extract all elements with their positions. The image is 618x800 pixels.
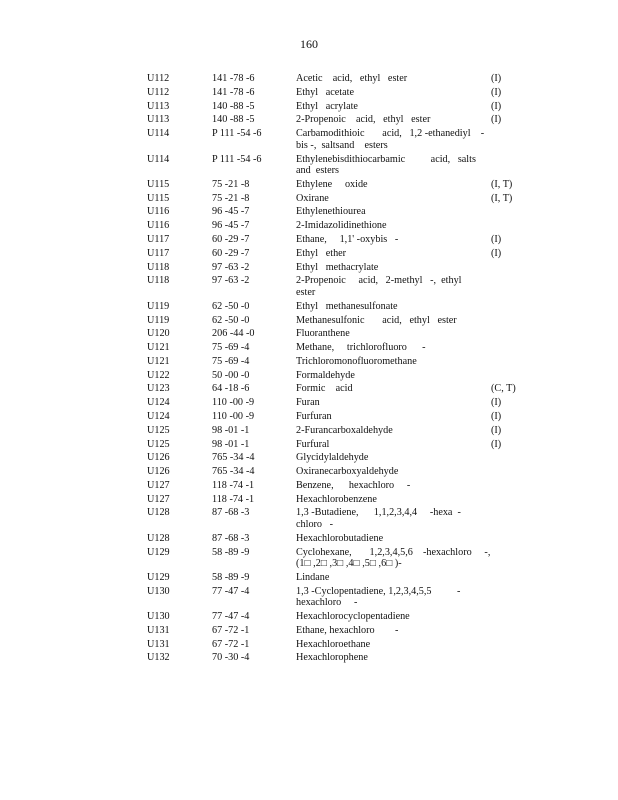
hazard-code-cell: (I) bbox=[491, 438, 502, 450]
cas-number-cell: 110 -00 -9 bbox=[212, 410, 255, 422]
hazard-code-cell bbox=[491, 611, 537, 623]
table-row bbox=[147, 452, 537, 464]
cas-number-cell: 58 -89 -9 bbox=[212, 571, 250, 583]
cas-number-cell: 60 -29 -7 bbox=[212, 234, 250, 245]
waste-code-cell: U127 bbox=[147, 479, 170, 491]
substance-name-line: Methane, trichlorofluoro - bbox=[296, 342, 426, 354]
substance-name-cell bbox=[296, 480, 491, 492]
substance-name-line: Carbamodithioic acid, 1,2 -ethanediyl - bbox=[296, 128, 485, 140]
table-row bbox=[147, 262, 537, 274]
hazard-code-cell: (I) bbox=[491, 114, 502, 126]
waste-code-cell: U119 bbox=[147, 314, 170, 326]
hazard-code-cell: (I) bbox=[491, 100, 502, 112]
cas-number-cell: 60 -29 -7 bbox=[212, 247, 250, 259]
substance-name-line: Formic acid bbox=[296, 383, 353, 395]
substance-name-cell bbox=[296, 128, 491, 151]
substance-name-cell bbox=[296, 452, 491, 464]
substance-name-cell bbox=[296, 73, 491, 85]
table-row bbox=[147, 533, 537, 545]
substance-name-cell bbox=[296, 533, 491, 545]
waste-code-cell: U118 bbox=[147, 261, 170, 273]
hazard-code-cell: (I) bbox=[491, 234, 502, 245]
table-row bbox=[147, 466, 537, 478]
hazard-code-cell bbox=[491, 342, 537, 354]
substance-name-cell bbox=[296, 466, 491, 478]
waste-code-cell: U119 bbox=[147, 300, 170, 312]
substance-name-continuation: (1□ ,2□ ,3□ ,4□ ,5□ ,6□ )- bbox=[296, 558, 402, 570]
hazard-code-cell bbox=[491, 586, 537, 609]
substance-name-line: Ethyl acetate bbox=[296, 86, 354, 98]
substance-name-line: Ethyl acrylate bbox=[296, 100, 358, 112]
substance-name-continuation: bis -, saltsand esters bbox=[296, 139, 388, 151]
cas-number-cell: 96 -45 -7 bbox=[212, 220, 250, 232]
waste-code-cell: U131 bbox=[147, 638, 170, 650]
substance-name-cell bbox=[296, 572, 491, 584]
substance-name-line: 2-Furancarboxaldehyde bbox=[296, 424, 393, 436]
hazard-code-cell bbox=[491, 275, 537, 298]
substance-name-line: Hexachlorocyclopentadiene bbox=[296, 611, 410, 623]
cas-number-cell: 140 -88 -5 bbox=[212, 100, 255, 112]
substance-name-line: 1,3 -Cyclopentadiene, 1,2,3,4,5,5 - bbox=[296, 585, 461, 597]
substance-name-line: Furfural bbox=[296, 438, 330, 450]
waste-code-cell: U125 bbox=[147, 438, 170, 450]
substance-name-cell bbox=[296, 114, 491, 126]
substance-name-cell bbox=[296, 652, 491, 664]
waste-code-cell: U117 bbox=[147, 247, 170, 259]
waste-code-cell: U129 bbox=[147, 546, 170, 558]
substance-name-line: Ethane, 1,1' -oxybis - bbox=[296, 234, 399, 245]
waste-code-cell: U115 bbox=[147, 178, 170, 190]
table-row bbox=[147, 397, 537, 409]
substance-name-line: Ethane, hexachloro - bbox=[296, 624, 399, 636]
substance-name-line: Hexachlorophene bbox=[296, 652, 368, 664]
waste-code-cell: U124 bbox=[147, 397, 170, 409]
substance-name-continuation: chloro - bbox=[296, 519, 334, 531]
waste-code-cell: U130 bbox=[147, 611, 170, 623]
substance-name-line: Hexachlorobenzene bbox=[296, 493, 377, 505]
table-row bbox=[147, 586, 537, 609]
hazard-code-cell bbox=[491, 480, 537, 492]
table-row bbox=[147, 248, 537, 260]
cas-number-cell: 97 -63 -2 bbox=[212, 275, 250, 287]
substance-name-line: Ethyl methanesulfonate bbox=[296, 300, 398, 312]
table-row bbox=[147, 315, 537, 327]
hazard-code-cell bbox=[491, 507, 537, 530]
waste-code-cell: U115 bbox=[147, 192, 170, 204]
substance-name-cell bbox=[296, 342, 491, 354]
waste-code-cell: U112 bbox=[147, 86, 170, 98]
substance-name-cell bbox=[296, 101, 491, 113]
substance-name-line: Trichloromonofluoromethane bbox=[296, 355, 417, 367]
waste-code-cell: U116 bbox=[147, 206, 170, 218]
hazard-code-cell bbox=[491, 206, 537, 218]
table-row bbox=[147, 611, 537, 623]
table-row bbox=[147, 206, 537, 218]
substance-name-cell bbox=[296, 234, 491, 246]
waste-code-cell: U128 bbox=[147, 507, 170, 519]
cas-number-cell: 141 -78 -6 bbox=[212, 86, 255, 98]
substance-name-cell bbox=[296, 328, 491, 340]
table-row bbox=[147, 87, 537, 99]
hazard-code-cell bbox=[491, 301, 537, 313]
table-row bbox=[147, 480, 537, 492]
cas-number-cell: 67 -72 -1 bbox=[212, 624, 250, 636]
waste-code-cell: U126 bbox=[147, 452, 170, 464]
waste-code-cell: U121 bbox=[147, 355, 170, 367]
cas-number-cell: 140 -88 -5 bbox=[212, 114, 255, 126]
table-row bbox=[147, 507, 537, 530]
waste-code-cell: U129 bbox=[147, 571, 170, 583]
waste-code-cell: U130 bbox=[147, 585, 170, 597]
hazard-code-cell bbox=[491, 625, 537, 637]
cas-number-cell: 77 -47 -4 bbox=[212, 585, 250, 597]
substance-name-line: Cyclohexane, 1,2,3,4,5,6 -hexachloro -, bbox=[296, 546, 491, 558]
substance-name-line: Fluoranthene bbox=[296, 328, 350, 340]
substance-name-cell bbox=[296, 154, 491, 177]
substance-name-line: Ethyl ether bbox=[296, 247, 347, 259]
substance-name-line: 2-Propenoic acid, ethyl ester bbox=[296, 114, 431, 126]
waste-code-cell: U123 bbox=[147, 383, 170, 395]
substance-name-cell bbox=[296, 315, 491, 327]
waste-code-cell: U122 bbox=[147, 369, 170, 381]
substance-name-cell bbox=[296, 220, 491, 232]
cas-number-cell: 70 -30 -4 bbox=[212, 652, 250, 664]
waste-code-cell: U112 bbox=[147, 73, 170, 84]
hazard-code-cell bbox=[491, 652, 537, 664]
substance-name-cell bbox=[296, 206, 491, 218]
hazard-code-cell: (I) bbox=[491, 410, 502, 422]
substance-name-line: 2-Propenoic acid, 2-methyl -, ethyl bbox=[296, 275, 462, 287]
substance-name-line: Ethylenethiourea bbox=[296, 206, 366, 218]
cas-number-cell: 75 -69 -4 bbox=[212, 342, 250, 354]
cas-number-cell: 75 -21 -8 bbox=[212, 178, 250, 190]
table-row bbox=[147, 220, 537, 232]
waste-code-cell: U124 bbox=[147, 410, 170, 422]
table-row bbox=[147, 625, 537, 637]
cas-number-cell: P 111 -54 -6 bbox=[212, 128, 262, 140]
substance-name-continuation: ester bbox=[296, 286, 316, 298]
hazard-code-cell bbox=[491, 452, 537, 464]
hazard-code-cell: (C, T) bbox=[491, 383, 516, 395]
substance-name-cell bbox=[296, 625, 491, 637]
cas-number-cell: 765 -34 -4 bbox=[212, 452, 255, 464]
table-row bbox=[147, 301, 537, 313]
table-row bbox=[147, 154, 537, 177]
substance-name-cell bbox=[296, 248, 491, 260]
table-row bbox=[147, 425, 537, 437]
substance-name-line: Furan bbox=[296, 397, 320, 409]
substance-name-line: Hexachlorobutadiene bbox=[296, 532, 384, 544]
cas-number-cell: 75 -69 -4 bbox=[212, 355, 250, 367]
substance-name-line: Ethylene oxide bbox=[296, 178, 368, 190]
cas-number-cell: 96 -45 -7 bbox=[212, 206, 250, 218]
table-row bbox=[147, 101, 537, 113]
waste-code-cell: U114 bbox=[147, 153, 170, 165]
cas-number-cell: 62 -50 -0 bbox=[212, 300, 250, 312]
substance-name-continuation: and esters bbox=[296, 165, 339, 177]
substance-name-cell bbox=[296, 193, 491, 205]
cas-number-cell: 64 -18 -6 bbox=[212, 383, 250, 395]
table-row bbox=[147, 572, 537, 584]
waste-code-cell: U121 bbox=[147, 342, 170, 354]
page-number: 160 bbox=[300, 37, 318, 51]
substance-name-cell bbox=[296, 356, 491, 368]
waste-code-cell: U114 bbox=[147, 128, 170, 140]
table-row bbox=[147, 439, 537, 451]
waste-code-cell: U127 bbox=[147, 493, 170, 505]
substance-name-continuation: hexachloro - bbox=[296, 597, 358, 609]
hazard-code-cell: (I) bbox=[491, 424, 502, 436]
cas-number-cell: 75 -21 -8 bbox=[212, 192, 250, 204]
hazard-code-cell: (I, T) bbox=[491, 178, 513, 190]
substance-name-cell bbox=[296, 370, 491, 382]
hazard-code-cell: (I) bbox=[491, 247, 502, 259]
substance-name-cell bbox=[296, 179, 491, 191]
hazard-code-cell bbox=[491, 328, 537, 340]
substance-name-line: Furfuran bbox=[296, 410, 332, 422]
hazard-code-cell bbox=[491, 356, 537, 368]
hazard-code-cell bbox=[491, 128, 537, 151]
hazard-code-cell bbox=[491, 370, 537, 382]
substance-name-cell bbox=[296, 87, 491, 99]
substance-name-line: Ethyl methacrylate bbox=[296, 261, 379, 273]
substance-name-cell bbox=[296, 586, 491, 609]
table-row bbox=[147, 114, 537, 126]
substance-name-line: Oxirane bbox=[296, 192, 329, 204]
cas-number-cell: P 111 -54 -6 bbox=[212, 153, 262, 165]
table-row bbox=[147, 328, 537, 340]
waste-code-cell: U128 bbox=[147, 532, 170, 544]
hazard-code-cell: (I) bbox=[491, 73, 502, 84]
cas-number-cell: 206 -44 -0 bbox=[212, 328, 255, 340]
table-row bbox=[147, 234, 537, 246]
table-row bbox=[147, 370, 537, 382]
hazard-code-cell bbox=[491, 315, 537, 327]
hazard-code-cell: (I) bbox=[491, 397, 502, 409]
hazard-code-cell bbox=[491, 547, 537, 570]
cas-number-cell: 97 -63 -2 bbox=[212, 261, 250, 273]
cas-number-cell: 98 -01 -1 bbox=[212, 424, 250, 436]
cas-number-cell: 87 -68 -3 bbox=[212, 507, 250, 519]
hazard-code-cell bbox=[491, 572, 537, 584]
hazard-code-cell: (I, T) bbox=[491, 192, 513, 204]
hazard-code-cell bbox=[491, 466, 537, 478]
substance-name-line: Ethylenebisdithiocarbamic acid, salts bbox=[296, 153, 476, 165]
substance-name-line: Methanesulfonic acid, ethyl ester bbox=[296, 314, 457, 326]
table-row bbox=[147, 342, 537, 354]
hazard-code-cell bbox=[491, 220, 537, 232]
waste-code-cell: U116 bbox=[147, 220, 170, 232]
substance-name-cell bbox=[296, 639, 491, 651]
substance-name-cell bbox=[296, 411, 491, 423]
waste-code-cell: U120 bbox=[147, 328, 170, 340]
cas-number-cell: 110 -00 -9 bbox=[212, 397, 255, 409]
waste-code-cell: U131 bbox=[147, 624, 170, 636]
substance-name-cell bbox=[296, 383, 491, 395]
cas-number-cell: 118 -74 -1 bbox=[212, 479, 255, 491]
substance-name-line: Formaldehyde bbox=[296, 369, 355, 381]
substance-name-cell bbox=[296, 275, 491, 298]
substance-name-line: Acetic acid, ethyl ester bbox=[296, 73, 408, 84]
table-row bbox=[147, 73, 537, 85]
substance-name-cell bbox=[296, 494, 491, 506]
table-row bbox=[147, 652, 537, 664]
table-row bbox=[147, 128, 537, 151]
cas-number-cell: 118 -74 -1 bbox=[212, 493, 255, 505]
substance-name-line: 2-Imidazolidinethione bbox=[296, 220, 387, 232]
substance-name-line: Lindane bbox=[296, 571, 330, 583]
table-row bbox=[147, 383, 537, 395]
table-row bbox=[147, 356, 537, 368]
substance-name-cell bbox=[296, 425, 491, 437]
hazard-code-cell bbox=[491, 639, 537, 651]
cas-number-cell: 67 -72 -1 bbox=[212, 638, 250, 650]
cas-number-cell: 62 -50 -0 bbox=[212, 314, 250, 326]
waste-code-cell: U132 bbox=[147, 652, 170, 664]
substance-name-cell bbox=[296, 611, 491, 623]
substance-name-line: Hexachloroethane bbox=[296, 638, 371, 650]
cas-number-cell: 765 -34 -4 bbox=[212, 466, 255, 478]
table-row bbox=[147, 193, 537, 205]
table-row bbox=[147, 494, 537, 506]
substance-name-cell bbox=[296, 439, 491, 451]
waste-code-cell: U118 bbox=[147, 275, 170, 287]
waste-code-cell: U126 bbox=[147, 466, 170, 478]
waste-code-cell: U117 bbox=[147, 234, 170, 245]
waste-code-table bbox=[147, 73, 537, 666]
hazard-code-cell: (I) bbox=[491, 86, 502, 98]
waste-code-cell: U113 bbox=[147, 100, 170, 112]
waste-code-cell: U125 bbox=[147, 424, 170, 436]
table-row bbox=[147, 275, 537, 298]
substance-name-cell bbox=[296, 507, 491, 530]
substance-name-cell bbox=[296, 397, 491, 409]
table-row bbox=[147, 639, 537, 651]
hazard-code-cell bbox=[491, 494, 537, 506]
substance-name-cell bbox=[296, 301, 491, 313]
substance-name-cell bbox=[296, 547, 491, 570]
table-row bbox=[147, 411, 537, 423]
cas-number-cell: 87 -68 -3 bbox=[212, 532, 250, 544]
substance-name-line: 1,3 -Butadiene, 1,1,2,3,4,4 -hexa - bbox=[296, 507, 461, 519]
hazard-code-cell bbox=[491, 533, 537, 545]
waste-code-cell: U113 bbox=[147, 114, 170, 126]
cas-number-cell: 58 -89 -9 bbox=[212, 546, 250, 558]
cas-number-cell: 50 -00 -0 bbox=[212, 369, 250, 381]
cas-number-cell: 77 -47 -4 bbox=[212, 611, 250, 623]
table-row bbox=[147, 179, 537, 191]
substance-name-line: Oxiranecarboxyaldehyde bbox=[296, 466, 399, 478]
substance-name-line: Benzene, hexachloro - bbox=[296, 479, 411, 491]
substance-name-cell bbox=[296, 262, 491, 274]
cas-number-cell: 98 -01 -1 bbox=[212, 438, 250, 450]
hazard-code-cell bbox=[491, 262, 537, 274]
hazard-code-cell bbox=[491, 154, 537, 177]
substance-name-line: Glycidylaldehyde bbox=[296, 452, 369, 464]
table-row bbox=[147, 547, 537, 570]
cas-number-cell: 141 -78 -6 bbox=[212, 73, 255, 84]
